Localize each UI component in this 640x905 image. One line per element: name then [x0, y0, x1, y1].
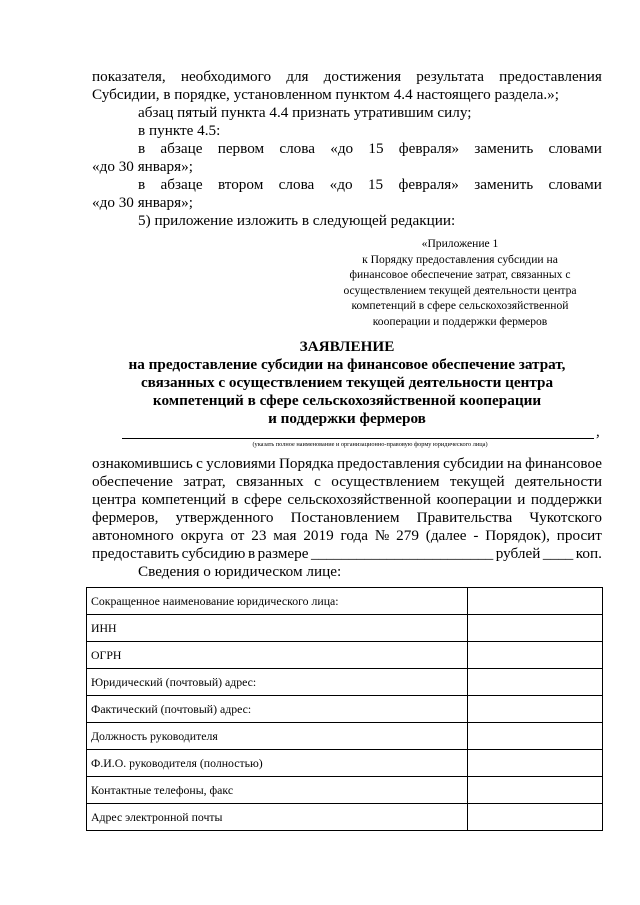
word: результата — [416, 68, 485, 85]
word: Порядок), — [485, 527, 550, 544]
table-value-cell[interactable] — [468, 642, 603, 669]
word: субсидию — [181, 545, 246, 562]
table-value-cell[interactable] — [468, 777, 603, 804]
word: деятельности — [515, 473, 602, 490]
word: рублей — [495, 545, 541, 562]
word: «до — [329, 176, 353, 193]
word: № — [374, 527, 390, 544]
word: Чукотского — [529, 509, 602, 526]
word: финансовое — [525, 455, 602, 472]
table-row — [87, 642, 603, 669]
word: Порядка — [278, 455, 334, 472]
word: показателя, — [92, 68, 166, 85]
word: кооперации — [436, 491, 512, 508]
statement-subtitle-line: на предоставление субсидии на финансовое обеспечение затрат, — [128, 356, 566, 373]
word: фермеров, — [92, 509, 159, 526]
table-label: Сокращенное наименование юридического лица: — [87, 588, 468, 615]
word: абзаце — [160, 140, 203, 157]
word: в — [231, 491, 239, 508]
word: обеспечение — [92, 473, 173, 490]
word: абзаце — [160, 176, 203, 193]
table-value-cell[interactable] — [468, 804, 603, 831]
table-row — [87, 669, 603, 696]
word: 279 — [396, 527, 419, 544]
org-name-comma: , — [596, 424, 600, 440]
table-row — [87, 588, 603, 615]
table-value-cell[interactable] — [468, 669, 603, 696]
word: ________________________ — [310, 545, 494, 562]
word: и — [517, 491, 526, 508]
word: на — [506, 455, 522, 472]
statement-line-3 — [92, 491, 602, 509]
word: втором — [217, 176, 264, 193]
word: 15 — [367, 176, 384, 193]
appendix-line: кооперации и поддержки фермеров — [372, 314, 548, 328]
word: затрат, — [183, 473, 226, 490]
word: связанных — [236, 473, 304, 490]
table-value-cell[interactable] — [468, 615, 603, 642]
word: предоставить — [92, 545, 180, 562]
body-line-8: «до 30 января»; — [92, 194, 193, 211]
table-label: ИНН — [87, 615, 468, 642]
legal-entity-table — [86, 587, 603, 831]
word: заменить — [474, 140, 534, 157]
word: сфере — [244, 491, 282, 508]
table-value-cell[interactable] — [468, 750, 603, 777]
word: Постановлением — [290, 509, 400, 526]
word: 23 — [251, 527, 267, 544]
word: в — [138, 176, 146, 193]
word: февраля» — [398, 140, 460, 157]
word: первом — [217, 140, 265, 157]
word: словами — [548, 176, 602, 193]
body-line-9: 5) приложение изложить в следующей редакции: — [138, 212, 456, 229]
statement-line-2 — [92, 473, 602, 491]
table-row — [87, 696, 603, 723]
table-label: Ф.И.О. руководителя (полностью) — [87, 750, 468, 777]
appendix-header — [330, 236, 590, 329]
word: условиями — [206, 455, 276, 472]
table-row — [87, 750, 603, 777]
word: коп. — [575, 545, 602, 562]
body-line-3: абзац пятый пункта 4.4 признать утратившим силу; — [138, 104, 472, 121]
word: утвержденного — [175, 509, 274, 526]
body-line-2: Субсидии, в порядке, установленном пунктом 4.4 настоящего раздела.»; — [92, 86, 559, 103]
word: достижения — [323, 68, 402, 85]
word: мая — [273, 527, 297, 544]
word: текущей — [449, 473, 505, 490]
word: субсидии — [443, 455, 504, 472]
word: в — [138, 140, 146, 157]
org-name-field-line[interactable] — [122, 438, 594, 439]
appendix-line: осуществлением текущей деятельности центра — [343, 283, 577, 297]
statement-title: ЗАЯВЛЕНИЕ — [299, 338, 395, 355]
table-label: Юридический (почтовый) адрес: — [87, 669, 468, 696]
word: слова — [279, 140, 315, 157]
body-line-6: «до 30 января»; — [92, 158, 193, 175]
word: предоставления — [337, 455, 440, 472]
statement-line-4 — [92, 509, 602, 527]
table-value-cell[interactable] — [468, 696, 603, 723]
word: Правительства — [416, 509, 513, 526]
appendix-line: финансовое обеспечение затрат, связанных с — [349, 268, 571, 281]
word: 15 — [368, 140, 384, 157]
word: автономного — [92, 527, 174, 544]
word: - — [473, 527, 479, 544]
word: февраля» — [398, 176, 459, 193]
statement-line-1 — [92, 455, 602, 473]
org-name-hint: (указать полное наименование и организационно-правовую форму юридического лица) — [252, 441, 488, 448]
word: осуществлением — [331, 473, 440, 490]
word: поддержки — [530, 491, 602, 508]
word: просит — [556, 527, 602, 544]
word: года — [340, 527, 368, 544]
word: заменить — [474, 176, 534, 193]
table-label: ОГРН — [87, 642, 468, 669]
appendix-line: компетенций в сфере сельскохозяйственной — [351, 299, 569, 312]
table-label: Контактные телефоны, факс — [87, 777, 468, 804]
word: ознакомившись — [92, 455, 193, 472]
word: необходимого — [180, 68, 272, 85]
statement-line-5 — [92, 527, 602, 545]
word: компетенций — [141, 491, 226, 508]
body-line-4: в пункте 4.5: — [138, 122, 221, 139]
word: в — [247, 545, 256, 562]
statement-subtitle-line: и поддержки фермеров — [268, 410, 426, 427]
table-value-cell[interactable] — [468, 723, 603, 750]
word: слова — [278, 176, 315, 193]
word: с — [196, 455, 203, 472]
table-row — [87, 723, 603, 750]
word: для — [286, 68, 309, 85]
word: предоставления — [499, 68, 602, 85]
word: сельскохозяйственной — [287, 491, 431, 508]
body-line-5 — [138, 140, 602, 158]
table-label: Адрес электронной почты — [87, 804, 468, 831]
word: «до — [330, 140, 354, 157]
table-label: Должность руководителя — [87, 723, 468, 750]
word: с — [314, 473, 321, 490]
word: (далее — [425, 527, 467, 544]
word: центра — [92, 491, 137, 508]
statement-line-6 — [92, 545, 602, 563]
table-row — [87, 804, 603, 831]
table-row — [87, 777, 603, 804]
table-value-cell[interactable] — [468, 588, 603, 615]
statement-subtitle-line: связанных с осуществлением текущей деятельности центра — [140, 374, 554, 391]
word: округа — [180, 527, 224, 544]
word: размере — [257, 545, 309, 562]
word: ____ — [542, 545, 574, 562]
table-label: Фактический (почтовый) адрес: — [87, 696, 468, 723]
body-line-1 — [92, 68, 602, 86]
table-row — [87, 615, 603, 642]
body-line-7 — [138, 176, 602, 194]
appendix-line: к Порядку предоставления субсидии на — [362, 252, 558, 266]
word: словами — [548, 140, 602, 157]
statement-subtitle-line: компетенций в сфере сельскохозяйственной кооперации — [152, 392, 542, 409]
appendix-line: «Приложение 1 — [421, 237, 499, 250]
word: от — [230, 527, 245, 544]
info-heading: Сведения о юридическом лице: — [138, 563, 342, 580]
word: 2019 — [303, 527, 334, 544]
